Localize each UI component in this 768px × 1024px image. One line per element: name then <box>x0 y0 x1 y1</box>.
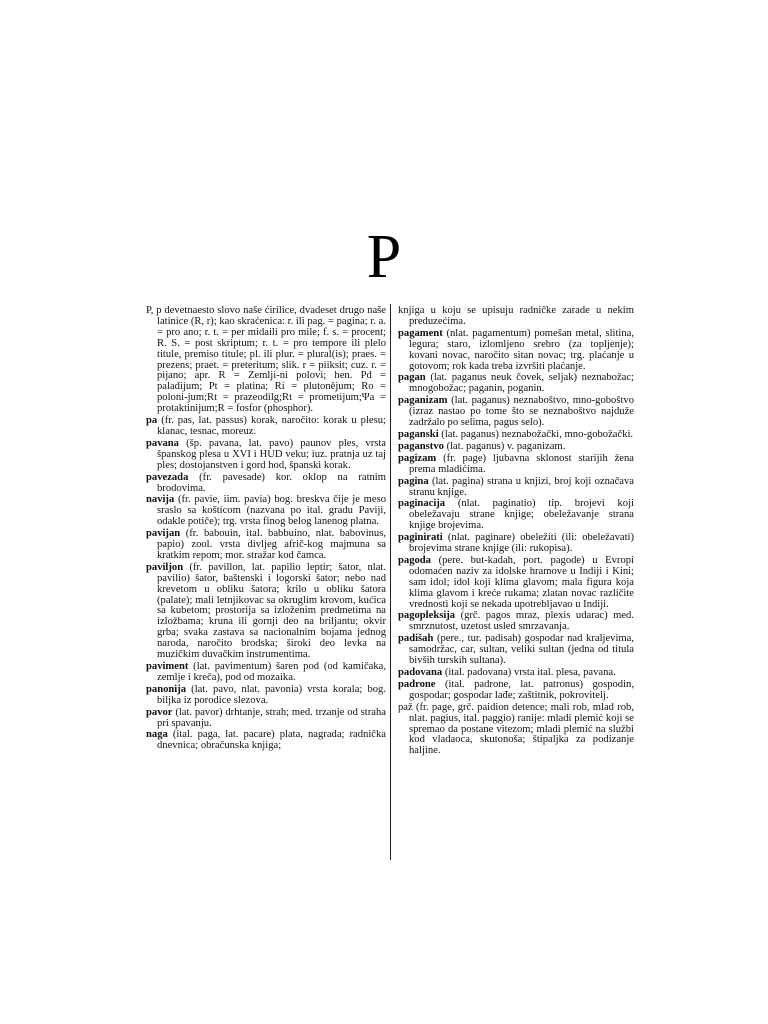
dictionary-entry <box>146 529 386 562</box>
entry-headword: pagopleksija <box>398 610 456 622</box>
entry-definition: (lat. paganus) neznaboštvo, mno-goboštvo (izraz nastao po tome što se neznaboštvo najduže zadržalo po selima, pagus selo). <box>409 395 634 429</box>
entry-definition: (fr. pavie, iim. pavia) bog. breskva čije je meso sraslo sa koštícom (nazvana po ital. gradu Paviji, odakle potiče); trg. vrsta finog belog lanenog platna. <box>157 494 386 528</box>
entry-headword: pavijan <box>146 528 181 540</box>
entry-definition: (lat. paganus) v. paganizam. <box>446 440 566 452</box>
entry-definition: (pere. but-kadah, port. pagode) u Evropi odomaćen naziv za idolske hramove u Indiji i Kini; sam idol; idol koji klima glavom; mala figura koja klima glavom i kreće rukama; zlatan novac različite vrednosti koji se nekada upotrebljavao u Indiji. <box>409 554 634 610</box>
column-divider <box>390 304 391 860</box>
entry-definition: (fr. babouin, ital. babbuino, nlat. babovinus, papio) zool. vrsta divljeg afrič-kog majmuna sa kratkim repom; mor. stražar kod čamca. <box>157 528 386 561</box>
dictionary-entry <box>398 611 634 633</box>
entry-definition: (fr. page) ljubavna sklonost starijih žena prema mladićima. <box>409 452 634 475</box>
entry-headword: pa <box>146 415 158 427</box>
entry-definition: P, p devetnaesto slovo naše ćirilice, dvadeset drugo naše latinice (R, r); kao skraćenica: r. ili pag. = pagina; r. a. = pro ano; r. t. = per midaili pro mile; f. s. = procent; R. S. = post skriptum; r. t. = pro tempore ili plelo titule, premiso titule; pl. ili plur. = plural(is); praes. = prezens; praet. = preteritum; slik. r = piiksit; cuz. r. = pijano; apr. R = Zemlji-ni polovi; hen. Pd = paladijum; Pt = platina; Ri = plutonějum; Ro = poloni-jum;Rt = prazeodilg;Rt = prometijum;Ψa = protaktinijum;R = fosfor (phosphor). <box>146 305 386 415</box>
dictionary-entry <box>398 306 634 328</box>
entry-definition: (fr. pas, lat. passus) korak, naročito: korak u plesu; klanac, tesnac, moreuz. <box>157 415 386 437</box>
entry-definition: (nlat. paginare) obeležiti (ili: obeležavati) brojevima strane knjige (ili: rukopisa). <box>409 532 634 555</box>
dictionary-entry <box>398 680 634 702</box>
entry-headword: paginacija <box>398 498 446 510</box>
dictionary-entry <box>398 430 634 441</box>
dictionary-entry <box>146 473 386 495</box>
right-column <box>398 306 634 758</box>
entry-definition: paž (fr. page, grč. paidion detence; mali rob, mlad rob, nlat. pagius, ital. paggio) ranije: mladi plemić koji se spremao da postane vitezom; mladi plemić na službi kod vladaoca, skutonoša; štipaljka za podizanje haljine. <box>398 701 634 757</box>
dictionary-entry <box>398 499 634 532</box>
entry-headword: pagament <box>398 327 443 339</box>
entry-headword: pagina <box>398 475 429 487</box>
dictionary-entry <box>398 477 634 499</box>
entry-headword: padišah <box>398 633 434 645</box>
dictionary-entry <box>146 495 386 528</box>
dictionary-entry <box>146 439 386 472</box>
entry-definition: (lat. pagina) strana u knjizi, broj koji označava stranu knjige. <box>409 475 634 498</box>
dictionary-entry <box>398 329 634 373</box>
entry-headword: padovana <box>398 667 443 678</box>
entry-definition: (lat. paganus) neznabožački, mno-gobožački. <box>441 428 634 440</box>
dictionary-entry <box>398 556 634 611</box>
left-column <box>146 306 386 753</box>
dictionary-entry <box>146 662 386 684</box>
dictionary-entry <box>146 306 386 415</box>
entry-headword: pagoda <box>398 554 431 566</box>
entry-headword: pagan <box>398 372 426 384</box>
entry-headword: paginirati <box>398 532 443 544</box>
entry-headword: paviljon <box>146 561 184 573</box>
dictionary-entry <box>146 708 386 730</box>
entry-definition: (šp. pavana, lat. pavo) paunov ples, vrsta španskog plesa u XVI i HUD veku; iuz. pratnja uz taj ples; dostojanstven i gord hod, španski korak. <box>157 437 386 471</box>
dictionary-entry <box>398 703 634 758</box>
entry-headword: pavezada <box>146 471 189 483</box>
entry-definition: knjiga u koju se upisuju radničke zarade u nekim preduzećima. <box>398 305 634 327</box>
entry-definition: (pere., tur. padisah) gospodar nad kraljevima, samodržac, car, sultan, veliki sultan (jedna od titula bivših turskih sultana). <box>409 633 634 667</box>
entry-headword: paganizam <box>398 395 448 407</box>
entry-definition: (ital. padrone, lat. patronus) gospodin, gospodar; gospodar lađe; zaštitnik, pokrovitelj. <box>409 678 634 701</box>
dictionary-entry <box>146 730 386 752</box>
entry-definition: (nlat. pagamentum) pomešan metal, slitina, legura; staro, izlomljeno srebro (za topljenje); kovani novac, naročito sitan novac; trg. plaćanje u gotovom; rok kada treba izvršiti plaćanje. <box>409 327 634 372</box>
entry-headword: padrone <box>398 678 436 690</box>
entry-definition: (grč. pagos mraz, plexis udarac) med. smrznutost, uzetost usled smrzavanja. <box>409 610 634 633</box>
entry-headword: paganski <box>398 428 439 440</box>
dictionary-entry <box>398 396 634 429</box>
entry-headword: pavor <box>146 706 173 718</box>
entry-definition: (lat. paganus neuk čovek, seljak) neznabožac; mnogobožac; paganin, poganin. <box>409 372 634 395</box>
dictionary-entry <box>398 634 634 667</box>
entry-definition: (ital. paga, lat. pacare) plata, nagrada; radnička dnevnica; obračunska knjiga; <box>157 729 386 752</box>
entry-headword: paganstvo <box>398 440 444 452</box>
dictionary-entry <box>398 373 634 395</box>
section-letter: P <box>366 223 402 291</box>
entry-definition: (nlat. paginatio) tip. brojevi koji obeležavaju strane knjige; obeležavanje strana knjige brojevima. <box>409 498 634 532</box>
entry-definition: (ital. padovana) vrsta ital. plesa, pavana. <box>444 667 616 678</box>
entry-definition: (lat. pavor) drhtanje, strah; med. trzanje od straha pri spavanju. <box>157 706 386 729</box>
entry-headword: paviment <box>146 661 189 672</box>
dictionary-entry <box>398 442 634 453</box>
entry-definition: (fr. pavesade) kor. oklop na ratnim brodovima. <box>157 471 386 494</box>
entry-definition: (lat. pavimentum) šaren pod (od kamičaka, zemlje i kreča), pod od mozaika. <box>157 661 386 683</box>
entry-headword: pagizam <box>398 452 437 464</box>
dictionary-entry <box>398 454 634 476</box>
entry-headword: naga <box>146 729 168 741</box>
dictionary-entry <box>146 563 386 661</box>
dictionary-entry <box>398 533 634 555</box>
dictionary-entry <box>398 668 634 679</box>
entry-definition: (fr. pavillon, lat. papilio leptir; šator, nlat. pavilio) šator, baštenski i logorski šator; nebo nad krevetom u obliku šatora; krilo u obliku šatora (palate); mali letnjikovac sa okruglim krovom, kućica sa kubetom; prostorija sa izloženim predmetima na izložbama; kruna ili gornji deo na briljantu; okvir grba; svaka zastava sa nacionalnim bojama jednog naroda, naročito brodska; široki deo levka na muzičkim duvačkim instrumentima. <box>157 561 386 661</box>
dictionary-entry <box>146 416 386 438</box>
entry-headword: pavana <box>146 437 179 449</box>
dictionary-entry <box>146 685 386 707</box>
entry-headword: navija <box>146 494 175 506</box>
entry-definition: (lat. pavo, nlat. pavonia) vrsta korala; bog. biljka iz porodice slezova. <box>157 683 386 706</box>
entry-headword: panonija <box>146 683 187 695</box>
